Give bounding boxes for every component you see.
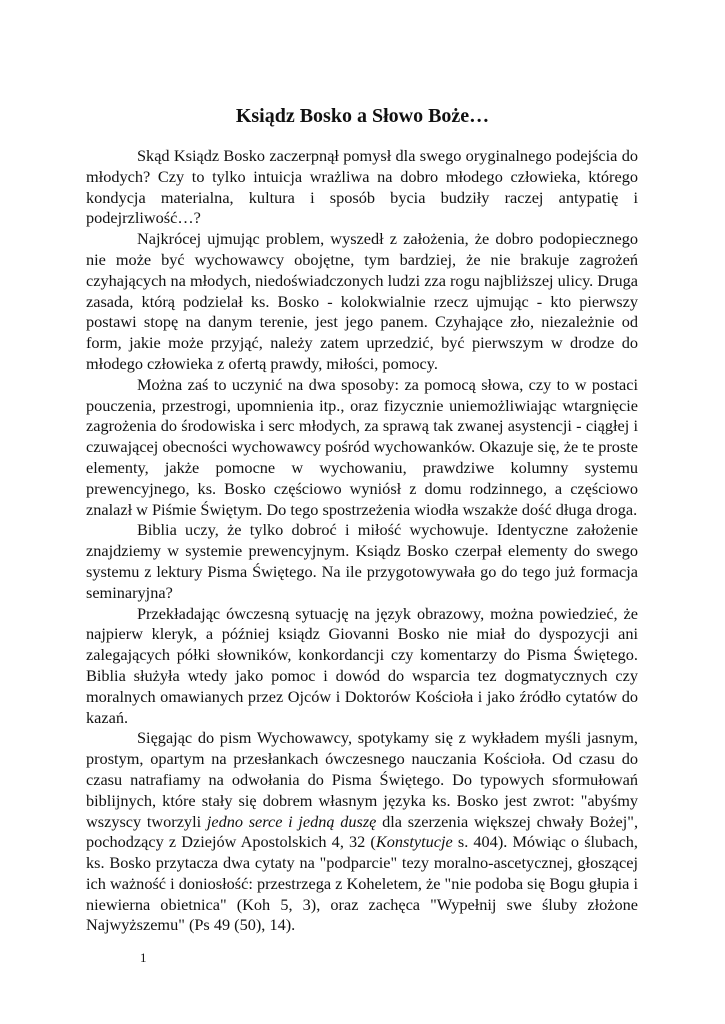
paragraph-4: Biblia uczy, że tylko dobroć i miłość wychowuje. Identyczne założenie znajdziemy w systemie prewencyjnym. Ksiądz Bosko czerpał elementy do swego systemu z lektury Pisma Świętego. Na ile przygotowywała go do tego już formacja seminaryjna?	[86, 520, 638, 602]
paragraph-2: Najkrócej ujmując problem, wyszedł z założenia, że dobro podopiecznego nie może być wychowawcy obojętne, tym bardziej, że nie brakuje zagrożeń czyhających na młodych, niedoświadczonych ludzi zza rogu najbliższej ulicy. Druga zasada, którą podzielał ks. Bosko - kolokwialnie rzecz ujmując - kto pierwszy postawi stopę na danym terenie, jest jego panem. Czyhające zło, niezależnie od form, jakie może przyjąć, należy zatem uprzedzić, być pierwszym w drodze do młodego człowieka z ofertą prawdy, miłości, pomocy.	[86, 229, 638, 373]
paragraph-6	[86, 728, 638, 936]
document-body	[86, 146, 638, 936]
paragraph-6-text-1: Sięgając do pism Wychowawcy, spotykamy się z wykładem myśli jasnym, prostym, opartym na przesłankach ówczesnego nauczania Kościoła. Od czasu do czasu natrafiamy na odwołania do Pisma Świętego. Do typowych sformułowań biblijnych, które stały się dobrem własnym języka ks. Bosko jest zwrot: "abyśmy wszyscy tworzyli	[86, 728, 638, 831]
paragraph-6-text-2: dla szerzenia większej chwały Bożej", pochodzący z Dziejów Apostolskich 4, 32 (	[86, 811, 639, 852]
page-number: 1	[140, 950, 147, 965]
paragraph-3: Można zaś to uczynić na dwa sposoby: za pomocą słowa, czy to w postaci pouczenia, przestrogi, upomnienia itp., oraz fizycznie uniemożliwiając wtargnięcie zagrożenia do środowiska i serc młodych, za sprawą tak zwanej asystencji - ciągłej i czuwającej obecności wychowawcy pośród wychowanków. Okazuje się, że te proste elementy, jakże pomocne w wychowaniu, prawdziwe kolumny systemu prewencyjnego, ks. Bosko częściowo wyniósł z domu rodzinnego, a częściowo znalazł w Piśmie Świętym. Do tego spostrzeżenia wiodła wszakże dość długa droga.	[86, 374, 638, 519]
paragraph-6-italic-1: jedno serce i jedną duszę	[206, 811, 377, 831]
paragraph-1: Skąd Ksiądz Bosko zaczerpnął pomysł dla swego oryginalnego podejścia do młodych? Czy to tylko intuicja wrażliwa na dobro młodego człowieka, którego kondycja materialna, kultura i sposób bycia budziły raczej antypatię i podejrzliwość…?	[86, 146, 638, 228]
document-title: Ksiądz Bosko a Słowo Boże…	[235, 105, 490, 127]
paragraph-6-text-3: s. 404). Mówiąc o ślubach, ks. Bosko przytacza dwa cytaty na "podparcie" tezy moralno-ascetycznej, głoszącej ich ważność i doniosłość: przestrzega z Koheletem, że "nie podoba się Bogu głupia i niewierna obietnica" (Koh 5, 3), oraz zachęca "Wypełnij swe śluby złożone Najwyższemu" (Ps 49 (50), 14).	[86, 832, 639, 935]
paragraph-5: Przekładając ówczesną sytuację na język obrazowy, można powiedzieć, że najpierw kleryk, a później ksiądz Giovanni Bosko nie miał do dyspozycji ani zalegających półki słowników, konkordancji czy komentarzy do Pisma Świętego. Biblia służyła wtedy jako pomoc i dowód do wsparcia tez dogmatycznych czy moralnych omawianych przez Ojców i Doktorów Kościoła i jako źródło cytatów do kazań.	[86, 603, 638, 727]
paragraph-6-italic-2: Konstytucje	[375, 832, 453, 852]
